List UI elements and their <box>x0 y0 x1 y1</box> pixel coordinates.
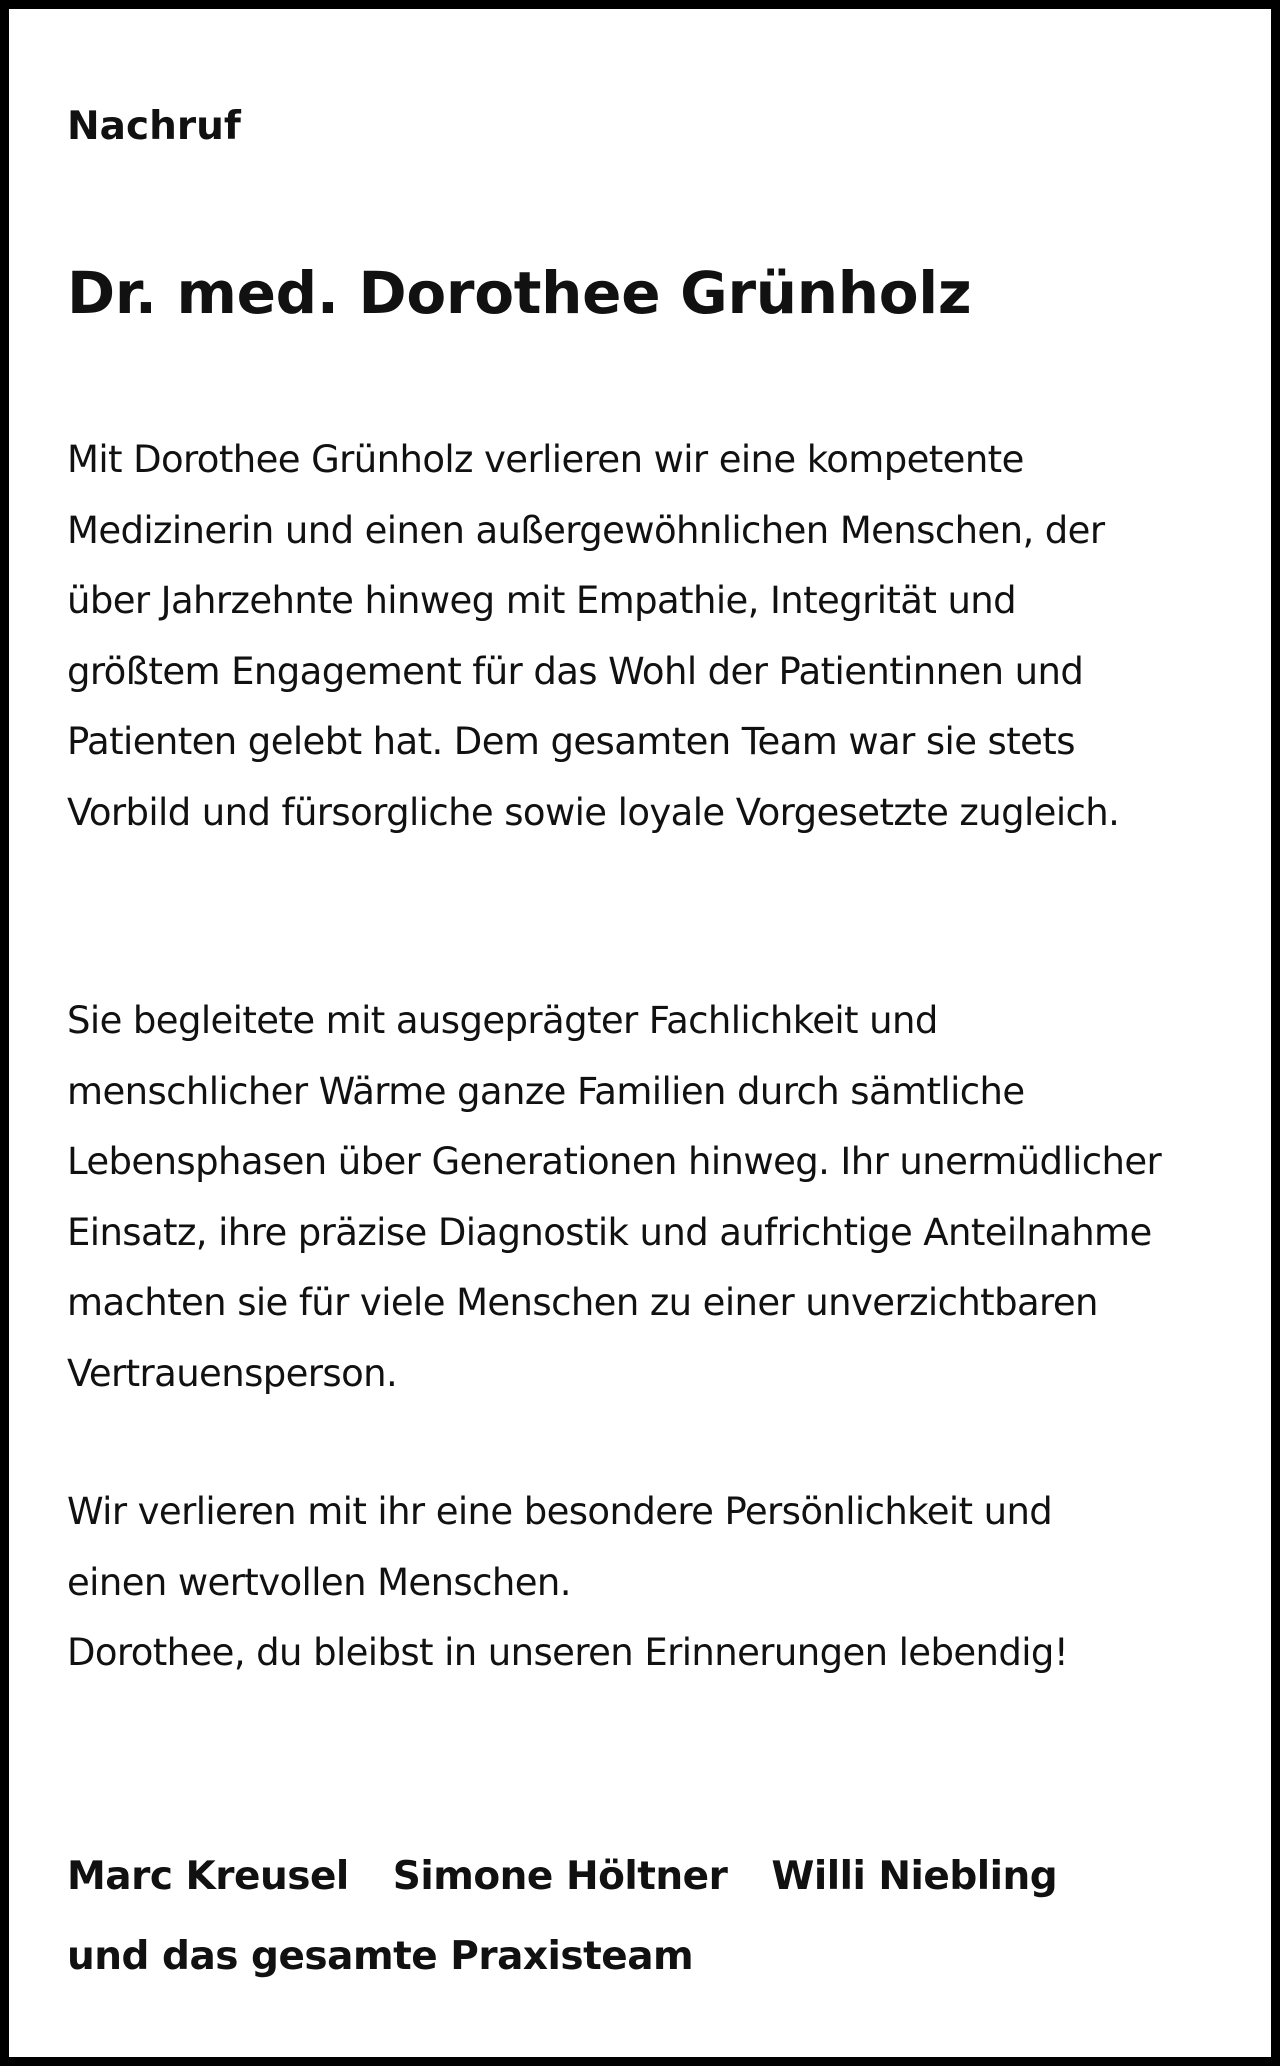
text-line: größtem Engagement für das Wohl der Patientinnen und <box>67 649 1084 693</box>
deceased-name: Dr. med. Dorothee Grünholz <box>67 259 972 327</box>
signature-team: und das gesamte Praxisteam <box>67 1934 694 1979</box>
text-line: Patienten gelebt hat. Dem gesamten Team war sie stets <box>67 720 1075 763</box>
signatory-name: Willi Niebling <box>771 1854 1058 1899</box>
text-line: Einsatz, ihre präzise Diagnostik und aufrichtige Anteilnahme <box>67 1210 1152 1254</box>
text-line: Lebensphasen über Generationen hinweg. Ihr unermüdlicher <box>67 1140 1162 1183</box>
text-line: einen wertvollen Menschen. <box>67 1560 571 1604</box>
text-line: Medizinerin und einen außergewöhnlichen Menschen, der <box>67 508 1105 552</box>
signatory-name: Simone Höltner <box>392 1854 728 1899</box>
text-line: Vertrauensperson. <box>67 1351 398 1395</box>
notice-label: Nachruf <box>67 104 241 149</box>
text-line: Sie begleitete mit ausgeprägter Fachlichkeit und <box>67 999 938 1042</box>
text-line: machten sie für viele Menschen zu einer unverzichtbaren <box>67 1281 1098 1324</box>
text-line: Dorothee, du bleibst in unseren Erinnerungen lebendig! <box>67 1631 1069 1674</box>
paragraph-care <box>67 986 1161 1409</box>
signatory-name: Marc Kreusel <box>67 1854 349 1899</box>
text-line: menschlicher Wärme ganze Familien durch sämtliche <box>67 1069 1025 1113</box>
signature-names <box>67 1854 1058 1899</box>
text-line: Mit Dorothee Grünholz verlieren wir eine kompetente <box>67 438 1024 481</box>
text-line: Wir verlieren mit ihr eine besondere Persönlichkeit und <box>67 1490 1053 1533</box>
paragraph-tribute <box>67 425 1119 848</box>
text-line: über Jahrzehnte hinweg mit Empathie, Integrität und <box>67 579 1017 622</box>
text-line: Vorbild und fürsorgliche sowie loyale Vorgesetzte zugleich. <box>67 790 1120 834</box>
paragraph-farewell <box>67 1477 1068 1689</box>
